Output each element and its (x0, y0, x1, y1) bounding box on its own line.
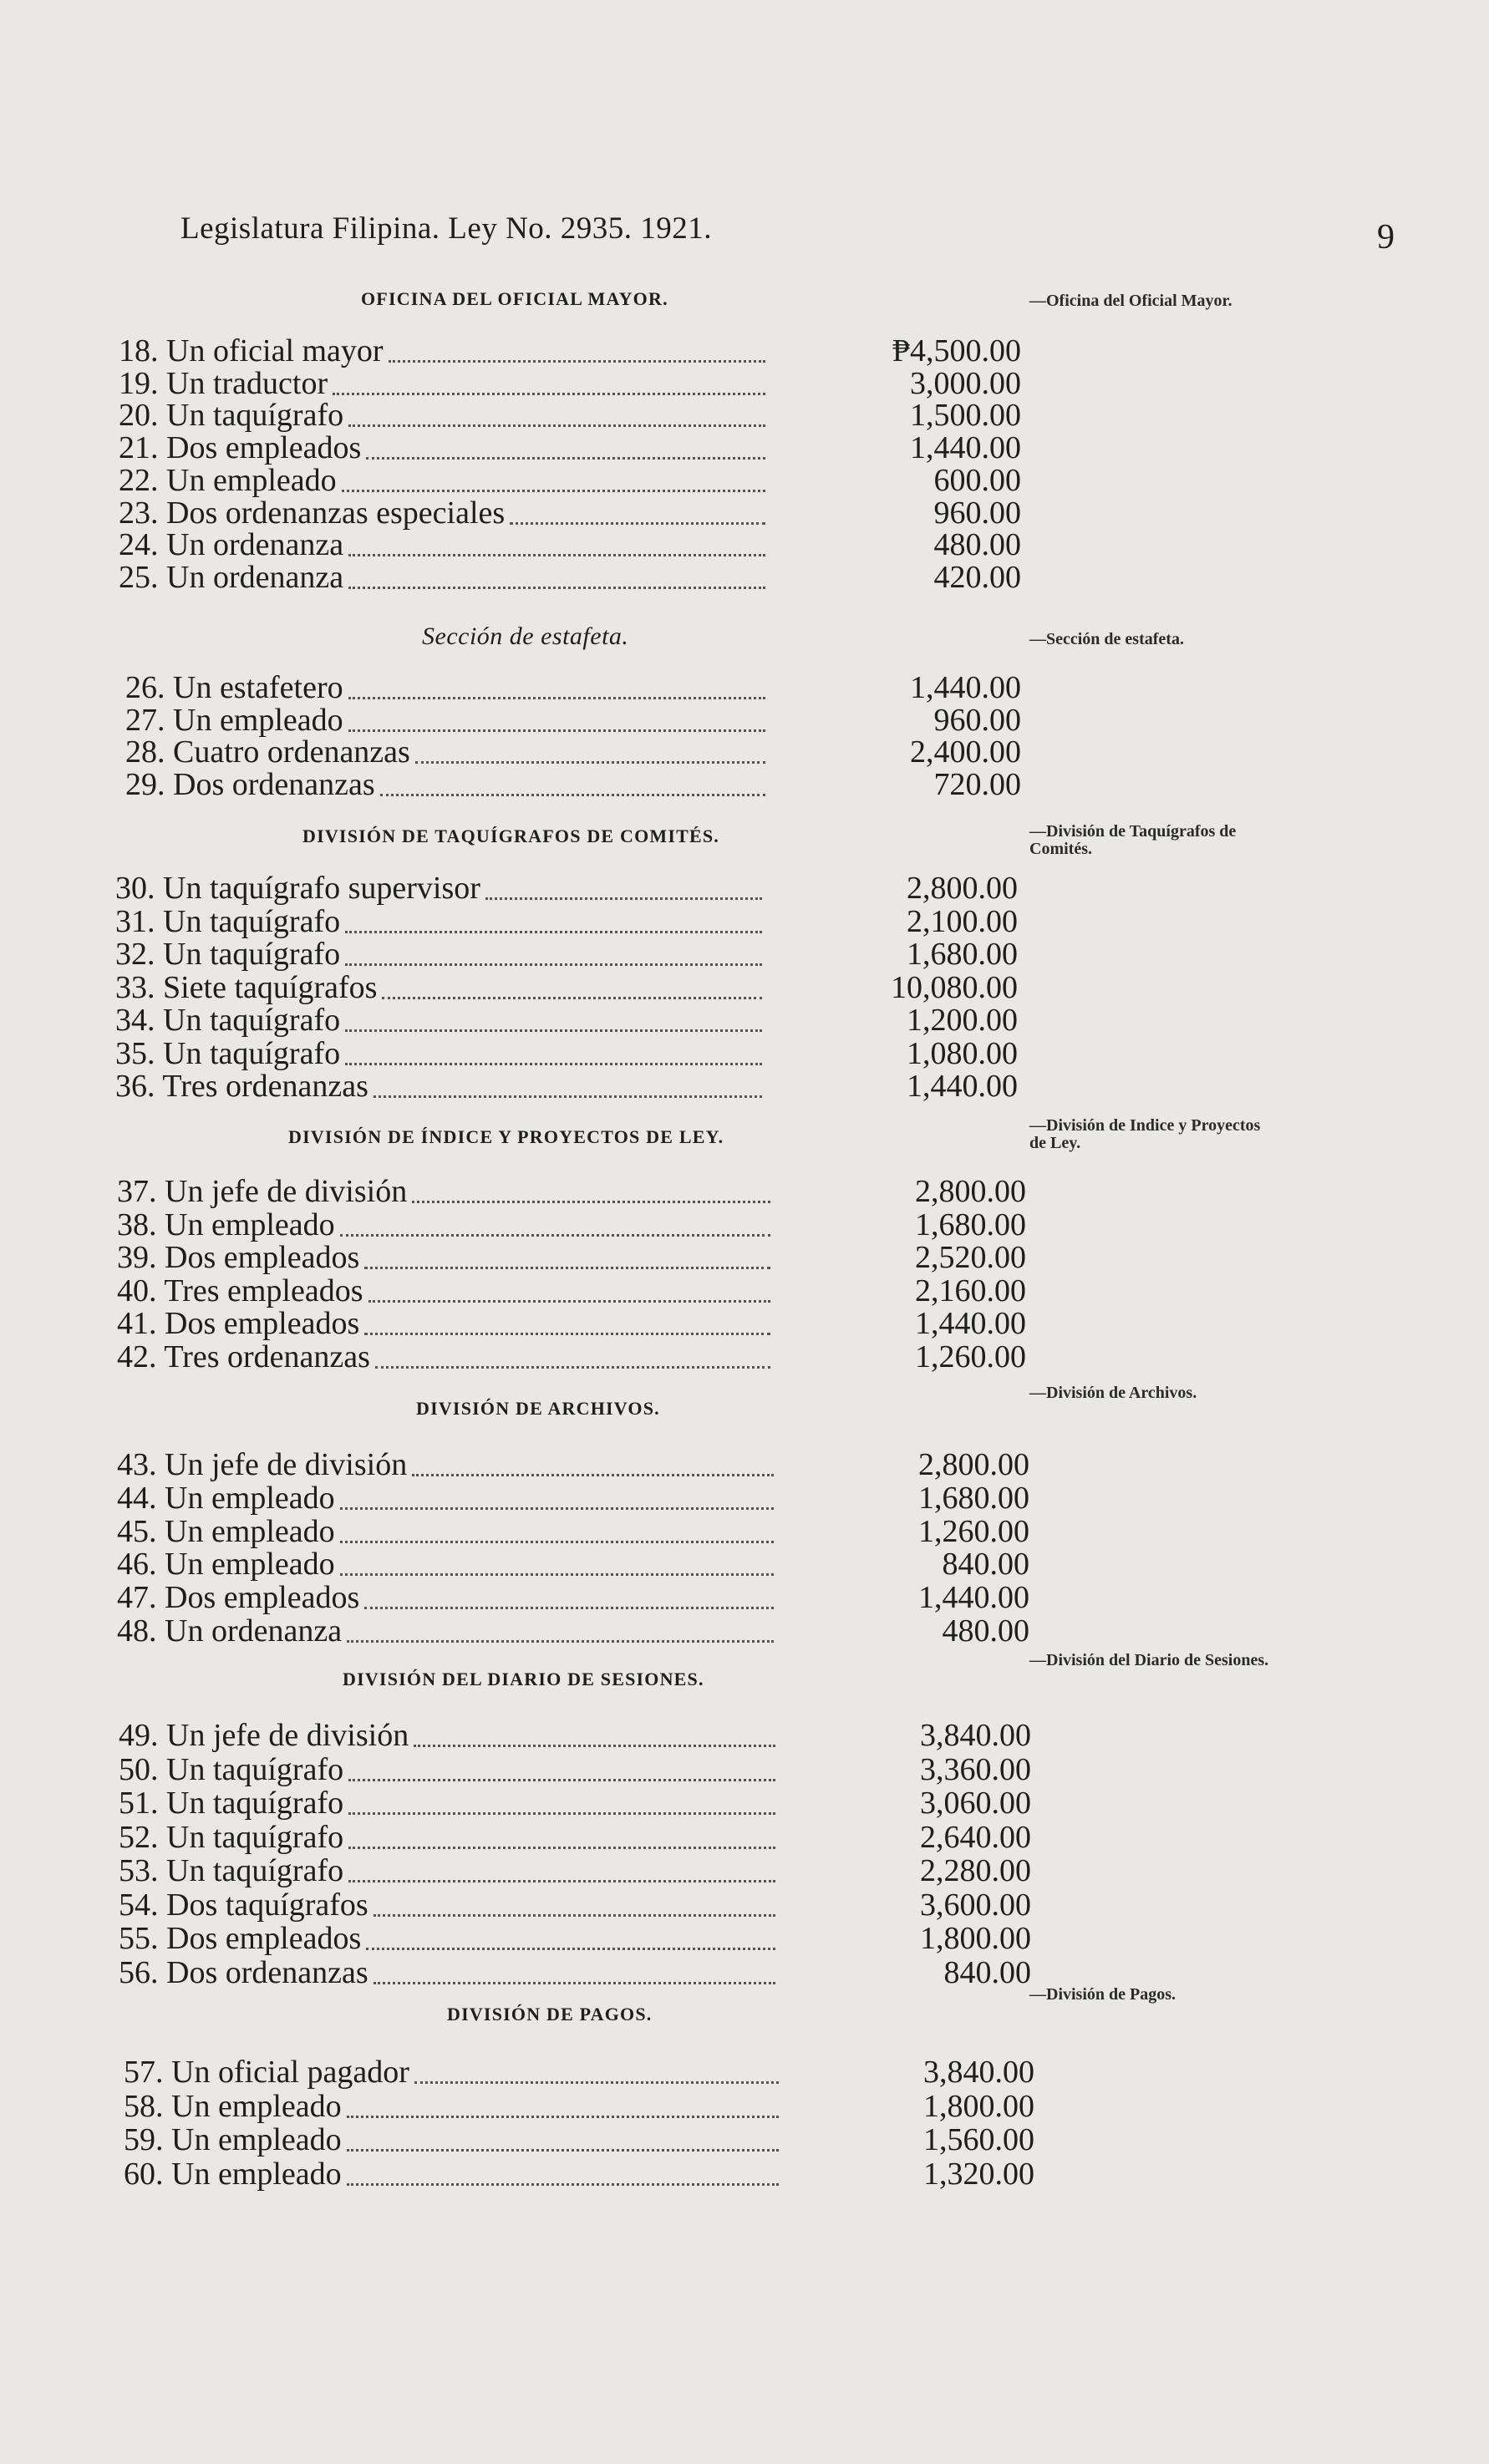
line-item (119, 1786, 1054, 1820)
line-item-label: 26. Un estafetero (125, 670, 343, 705)
dot-leader (510, 522, 765, 525)
line-item-description (115, 937, 767, 971)
line-item (125, 735, 1061, 769)
margin-note: —Sección de estafeta. (1029, 630, 1184, 648)
line-item-description (119, 1922, 780, 1955)
line-item-label: 40. Tres empleados (117, 1273, 363, 1308)
line-item-amount: 600.00 (933, 463, 1021, 498)
dot-leader (340, 1234, 770, 1237)
line-item-label: 57. Un oficial pagador (124, 2055, 409, 2090)
line-item (124, 2157, 1060, 2191)
line-item (119, 464, 1054, 497)
line-item-label: 49. Un jefe de división (119, 1718, 409, 1753)
line-item-label: 46. Un empleado (117, 1547, 335, 1582)
line-item (119, 1854, 1054, 1887)
line-item-description (117, 1208, 775, 1242)
line-item (117, 1481, 1053, 1515)
line-item (119, 1753, 1054, 1786)
line-item (115, 871, 1051, 905)
line-item (119, 1888, 1054, 1922)
line-item-label: 29. Dos ordenanzas (125, 767, 375, 802)
line-item-amount: 3,360.00 (920, 1752, 1031, 1787)
line-item-description (117, 1481, 779, 1515)
line-item-description (119, 1854, 780, 1887)
line-item-amount: 1,800.00 (923, 2089, 1034, 2124)
line-item-description (119, 1888, 780, 1922)
line-item-amount: 1,680.00 (918, 1481, 1029, 1516)
line-item (124, 2090, 1060, 2123)
line-item-description (115, 1037, 767, 1070)
section-title: DIVISIÓN DE PAGOS. (447, 2004, 653, 2025)
line-item-description (119, 1956, 780, 1989)
line-item-label: 55. Dos empleados (119, 1921, 362, 1956)
line-item-description (119, 399, 770, 432)
section-title: DIVISIÓN DE TAQUÍGRAFOS DE COMITÉS. (302, 826, 719, 846)
line-item-amount: 3,060.00 (920, 1786, 1031, 1821)
dot-leader (342, 490, 765, 492)
dot-leader (348, 1847, 775, 1849)
dot-leader (415, 761, 765, 764)
line-item-amount: 3,840.00 (920, 1718, 1031, 1753)
dot-leader (364, 1267, 770, 1269)
dot-leader (345, 963, 762, 966)
line-item (117, 1448, 1053, 1481)
line-item-description (125, 768, 770, 801)
dot-leader (340, 1507, 774, 1510)
line-item-description (119, 496, 770, 530)
line-item-label: 45. Un empleado (117, 1514, 335, 1549)
line-item-amount: 840.00 (943, 1955, 1031, 1990)
line-item-label: 31. Un taquígrafo (115, 904, 341, 939)
line-item-amount: 1,440.00 (910, 670, 1021, 705)
line-item (117, 1307, 1053, 1340)
line-item (115, 1037, 1051, 1070)
line-item-label: 42. Tres ordenanzas (117, 1339, 370, 1374)
dot-leader (412, 1201, 770, 1203)
line-item (125, 671, 1061, 704)
line-item-label: 47. Dos empleados (117, 1580, 360, 1615)
line-item-description (119, 1821, 780, 1854)
line-item (125, 704, 1061, 737)
line-item-amount: 960.00 (933, 703, 1021, 738)
line-item (117, 1515, 1053, 1548)
line-item-amount: 1,680.00 (907, 937, 1018, 972)
line-item-label: 51. Un taquígrafo (119, 1786, 344, 1821)
line-item (119, 399, 1054, 432)
line-item-amount: 3,840.00 (923, 2055, 1034, 2090)
dot-leader (333, 393, 765, 395)
line-item-description (119, 464, 770, 497)
line-item (119, 367, 1054, 400)
line-item-label: 33. Siete taquígrafos (115, 970, 378, 1005)
line-item-label: 35. Un taquígrafo (115, 1036, 341, 1071)
line-item-label: 22. Un empleado (119, 463, 337, 498)
line-item-description (115, 1003, 767, 1037)
dot-leader (348, 1812, 775, 1815)
line-item-description (125, 704, 770, 737)
line-item (115, 905, 1051, 938)
line-item (117, 1274, 1053, 1308)
line-item-label: 23. Dos ordenanzas especiales (119, 495, 506, 531)
line-item-description (119, 1786, 780, 1820)
line-item-description (115, 1069, 767, 1103)
line-item-description (117, 1547, 779, 1581)
line-item (117, 1581, 1053, 1614)
line-item-description (124, 2123, 784, 2157)
line-item-label: 38. Un empleado (117, 1207, 335, 1242)
line-item (119, 496, 1054, 530)
line-item (117, 1340, 1053, 1374)
dot-leader (348, 697, 765, 699)
line-item-amount: 2,640.00 (920, 1820, 1031, 1855)
line-item-amount: 1,680.00 (915, 1207, 1026, 1242)
dot-leader (348, 554, 765, 556)
line-item-description (117, 1515, 779, 1548)
line-item-amount: 2,520.00 (915, 1240, 1026, 1275)
line-item-label: 30. Un taquígrafo supervisor (115, 871, 480, 906)
line-item (119, 334, 1054, 368)
line-item-amount: 10,080.00 (891, 970, 1018, 1005)
line-item-description (117, 1581, 779, 1614)
line-item-description (119, 334, 770, 368)
line-item-description (117, 1175, 775, 1208)
line-item (115, 1003, 1051, 1037)
dot-leader (368, 1300, 771, 1303)
line-item-amount: 1,200.00 (907, 1003, 1018, 1038)
page-number: 9 (1377, 218, 1395, 257)
line-item-amount: 1,560.00 (923, 2122, 1034, 2157)
line-item-amount: 1,320.00 (923, 2157, 1034, 2192)
line-item-label: 54. Dos taquígrafos (119, 1887, 368, 1923)
line-item (119, 431, 1054, 465)
dot-leader (364, 1607, 774, 1609)
line-item-description (117, 1614, 779, 1648)
dot-leader (347, 2183, 779, 2186)
line-item-amount: 1,440.00 (918, 1580, 1029, 1615)
running-head: Legislatura Filipina. Ley No. 2935. 1921. (180, 211, 713, 246)
line-item-amount: 1,080.00 (907, 1036, 1018, 1071)
line-item-description (117, 1448, 779, 1481)
line-item-label: 39. Dos empleados (117, 1240, 360, 1275)
margin-note: —División de Taquígrafos de Comités. (1029, 822, 1237, 858)
dot-leader (485, 897, 762, 900)
section-title: OFICINA DEL OFICIAL MAYOR. (361, 288, 668, 309)
dot-leader (366, 457, 765, 460)
line-item-label: 18. Un oficial mayor (119, 333, 384, 368)
dot-leader (348, 1880, 775, 1882)
line-item-description (124, 2055, 784, 2089)
line-item-amount: 1,500.00 (910, 398, 1021, 433)
line-item (117, 1208, 1053, 1242)
dot-leader (366, 1948, 775, 1950)
line-item-amount: 3,600.00 (920, 1887, 1031, 1923)
line-item-label: 25. Un ordenanza (119, 560, 344, 595)
line-item-label: 24. Un ordenanza (119, 527, 344, 562)
dot-leader (340, 1573, 774, 1576)
dot-leader (347, 2149, 779, 2152)
dot-leader (348, 587, 765, 589)
dot-leader (345, 931, 762, 933)
line-item-label: 52. Un taquígrafo (119, 1820, 344, 1855)
dot-leader (347, 2116, 779, 2118)
line-item-amount: 3,000.00 (910, 366, 1021, 401)
line-item-description (115, 971, 767, 1004)
dot-leader (382, 997, 762, 999)
line-item-description (117, 1241, 775, 1274)
line-item-label: 56. Dos ordenanzas (119, 1955, 368, 1990)
line-item-label: 28. Cuatro ordenanzas (125, 734, 410, 770)
line-item-amount: 1,440.00 (907, 1069, 1018, 1104)
line-item-amount: 1,440.00 (915, 1306, 1026, 1341)
line-item-amount: 720.00 (933, 767, 1021, 802)
line-item-description (124, 2090, 784, 2123)
line-item-description (119, 1719, 780, 1752)
line-item-label: 44. Un empleado (117, 1481, 335, 1516)
line-item-label: 20. Un taquígrafo (119, 398, 344, 433)
margin-note: —División del Diario de Sesiones. (1029, 1651, 1269, 1669)
line-item-amount: 2,800.00 (915, 1174, 1026, 1209)
line-item-amount: 1,440.00 (910, 430, 1021, 465)
line-item (115, 1069, 1051, 1103)
margin-note: —División de Indice y Proyectos de Ley. (1029, 1116, 1261, 1152)
line-item (124, 2055, 1060, 2089)
section-title: DIVISIÓN DE ÍNDICE Y PROYECTOS DE LEY. (288, 1126, 724, 1147)
line-item-description (125, 671, 770, 704)
line-item-label: 43. Un jefe de división (117, 1447, 408, 1482)
dot-leader (414, 2081, 779, 2084)
line-item-amount: 1,800.00 (920, 1921, 1031, 1956)
line-item-amount: 1,260.00 (915, 1339, 1026, 1374)
margin-note: —División de Archivos. (1029, 1384, 1197, 1402)
line-item-amount: 960.00 (933, 495, 1021, 531)
line-item-description (119, 561, 770, 594)
line-item-label: 32. Un taquígrafo (115, 937, 341, 972)
margin-note: —Oficina del Oficial Mayor. (1029, 292, 1232, 310)
line-item-description (119, 1753, 780, 1786)
dot-leader (380, 794, 765, 796)
line-item-amount: ₱4,500.00 (892, 333, 1021, 368)
line-item-description (119, 431, 770, 465)
line-item (119, 1956, 1054, 1989)
line-item-amount: 2,160.00 (915, 1273, 1026, 1308)
line-item-label: 48. Un ordenanza (117, 1613, 343, 1649)
line-item-label: 27. Un empleado (125, 703, 343, 738)
line-item (119, 1719, 1054, 1752)
line-item-label: 53. Un taquígrafo (119, 1853, 344, 1888)
line-item-description (119, 528, 770, 561)
dot-leader (364, 1333, 770, 1335)
line-item-label: 60. Un empleado (124, 2157, 342, 2192)
line-item-amount: 480.00 (942, 1613, 1029, 1649)
line-item-description (117, 1307, 775, 1340)
line-item (119, 1922, 1054, 1955)
dot-leader (348, 1779, 775, 1781)
line-item-amount: 2,800.00 (907, 871, 1018, 906)
line-item-description (125, 735, 770, 769)
dot-leader (414, 1745, 775, 1747)
margin-note: —División de Pagos. (1029, 1985, 1176, 2004)
line-item (117, 1547, 1053, 1581)
dot-leader (412, 1474, 774, 1476)
section-title: Sección de estafeta. (422, 622, 629, 650)
dot-leader (348, 424, 765, 427)
line-item-label: 59. Un empleado (124, 2122, 342, 2157)
line-item-amount: 1,260.00 (918, 1514, 1029, 1549)
dot-leader (374, 1982, 775, 1984)
line-item-description (115, 871, 767, 905)
line-item (124, 2123, 1060, 2157)
line-item-description (115, 905, 767, 938)
line-item-label: 50. Un taquígrafo (119, 1752, 344, 1787)
line-item-amount: 420.00 (933, 560, 1021, 595)
line-item-label: 58. Un empleado (124, 2089, 342, 2124)
line-item-amount: 480.00 (933, 527, 1021, 562)
line-item (125, 768, 1061, 801)
line-item-description (117, 1274, 775, 1308)
line-item (119, 1821, 1054, 1854)
line-item (117, 1241, 1053, 1274)
line-item (119, 561, 1054, 594)
line-item-label: 19. Un traductor (119, 366, 328, 401)
dot-leader (345, 1063, 762, 1065)
line-item-amount: 2,400.00 (910, 734, 1021, 770)
dot-leader (340, 1541, 774, 1543)
line-item-label: 41. Dos empleados (117, 1306, 360, 1341)
dot-leader (345, 1029, 762, 1032)
line-item (117, 1175, 1053, 1208)
dot-leader (374, 1914, 775, 1917)
line-item-amount: 840.00 (942, 1547, 1029, 1582)
section-title: DIVISIÓN DE ARCHIVOS. (416, 1398, 660, 1419)
section-title: DIVISIÓN DEL DIARIO DE SESIONES. (343, 1669, 704, 1689)
line-item-label: 37. Un jefe de división (117, 1174, 408, 1209)
dot-leader (347, 1640, 774, 1643)
line-item-description (119, 367, 770, 400)
line-item-amount: 2,280.00 (920, 1853, 1031, 1888)
line-item (119, 528, 1054, 561)
dot-leader (389, 360, 765, 363)
line-item (115, 937, 1051, 971)
line-item-description (117, 1340, 775, 1374)
dot-leader (375, 1366, 770, 1369)
dot-leader (374, 1095, 762, 1098)
line-item (115, 971, 1051, 1004)
line-item-amount: 2,800.00 (918, 1447, 1029, 1482)
line-item-label: 21. Dos empleados (119, 430, 362, 465)
line-item-label: 36. Tres ordenanzas (115, 1069, 368, 1104)
line-item-description (124, 2157, 784, 2191)
line-item (117, 1614, 1053, 1648)
line-item-label: 34. Un taquígrafo (115, 1003, 341, 1038)
line-item-amount: 2,100.00 (907, 904, 1018, 939)
dot-leader (348, 729, 765, 732)
